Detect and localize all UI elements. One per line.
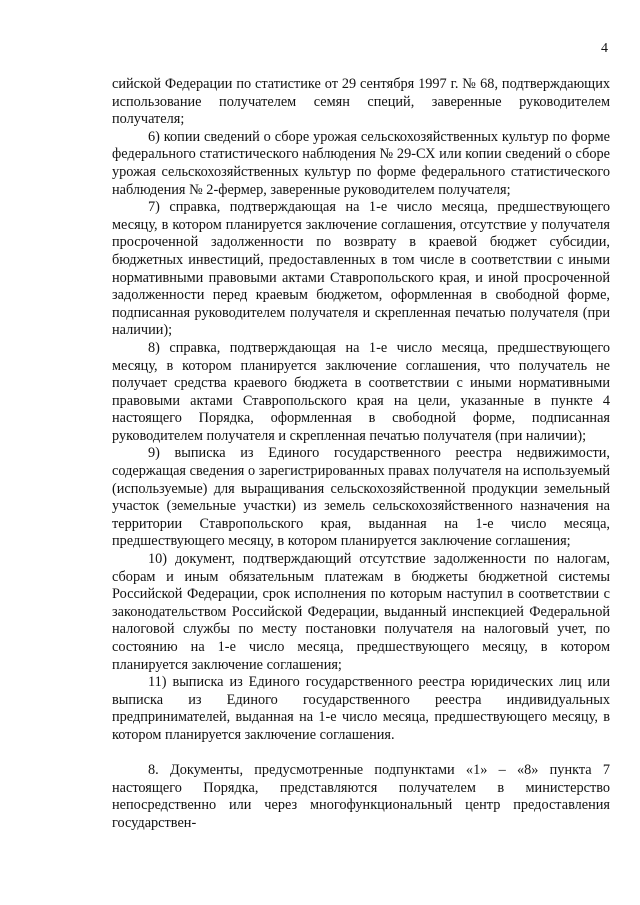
paragraph-item-9: 9) выписка из Единого государственного реестра недвижимости, содержащая сведения о зарегистрированных правах получателя на используемый (используемые) для выращивания сельскохозяйственной продукции земельный участок (земельные участки) из земель сельскохозяйственного назначения на территории Ставропольского края, выданная на 1-е число месяца, предшествующего месяцу, в котором планируется заключение соглашения; bbox=[112, 445, 610, 550]
paragraph-item-8: 8) справка, подтверждающая на 1-е число месяца, предшествующего месяцу, в котором планируется заключение соглашения, что получатель не получает средства краевого бюджета в соответствии с иными нормативными правовыми актами Ставропольского края на цели, указанные в пункте 4 настоящего Порядка, оформленная в свободной форме, подписанная руководителем получателя и скрепленная печатью получателя (при наличии); bbox=[112, 339, 610, 444]
document-body bbox=[112, 76, 610, 833]
paragraph-item-11: 11) выписка из Единого государственного реестра юридических лиц или выписка из Единого государственного реестра индивидуальных предпринимателей, выданная на 1-е число месяца, предшествующего месяцу, в котором планируется заключение соглашения. bbox=[112, 674, 610, 743]
paragraph-item-10: 10) документ, подтверждающий отсутствие задолженности по налогам, сборам и иным обязательным платежам в бюджеты бюджетной системы Российской Федерации, срок исполнения по которым наступил в соответствии с законодательством Российской Федерации, выданный инспекцией Федеральной налоговой службы по месту постановки получателя на налоговый учет, по состоянию на 1-е число месяца, предшествующего месяцу, в котором планируется заключение соглашения; bbox=[112, 551, 610, 673]
paragraph-section-8: 8. Документы, предусмотренные подпунктами «1» – «8» пункта 7 настоящего Порядка, представляются получателем в министерство непосредственно или через многофункциональный центр предоставления государствен- bbox=[112, 762, 610, 831]
paragraph-item-7: 7) справка, подтверждающая на 1-е число месяца, предшествующего месяцу, в котором планируется заключение соглашения, отсутствие у получателя просроченной задолженности по возврату в краевой бюджет субсидии, бюджетных инвестиций, предоставленных в том числе в соответствии с иными нормативными правовыми актами Ставропольского края, и иной просроченной задолженности перед краевым бюджетом, оформленная в свободной форме, подписанная руководителем получателя и скрепленная печатью получателя (при наличии); bbox=[112, 199, 610, 339]
paragraph-item-6: 6) копии сведений о сборе урожая сельскохозяйственных культур по форме федерального статистического наблюдения № 29-СХ или копии сведений о сборе урожая сельскохозяйственных культур по форме федерального статистического наблюдения № 2-фермер, заверенные руководителем получателя; bbox=[112, 128, 610, 198]
paragraph-continuation: сийской Федерации по статистике от 29 сентября 1997 г. № 68, подтверждающих использование получателем семян специй, заверенные руководителем получателя; bbox=[112, 76, 610, 128]
page-number: 4 bbox=[601, 41, 608, 56]
